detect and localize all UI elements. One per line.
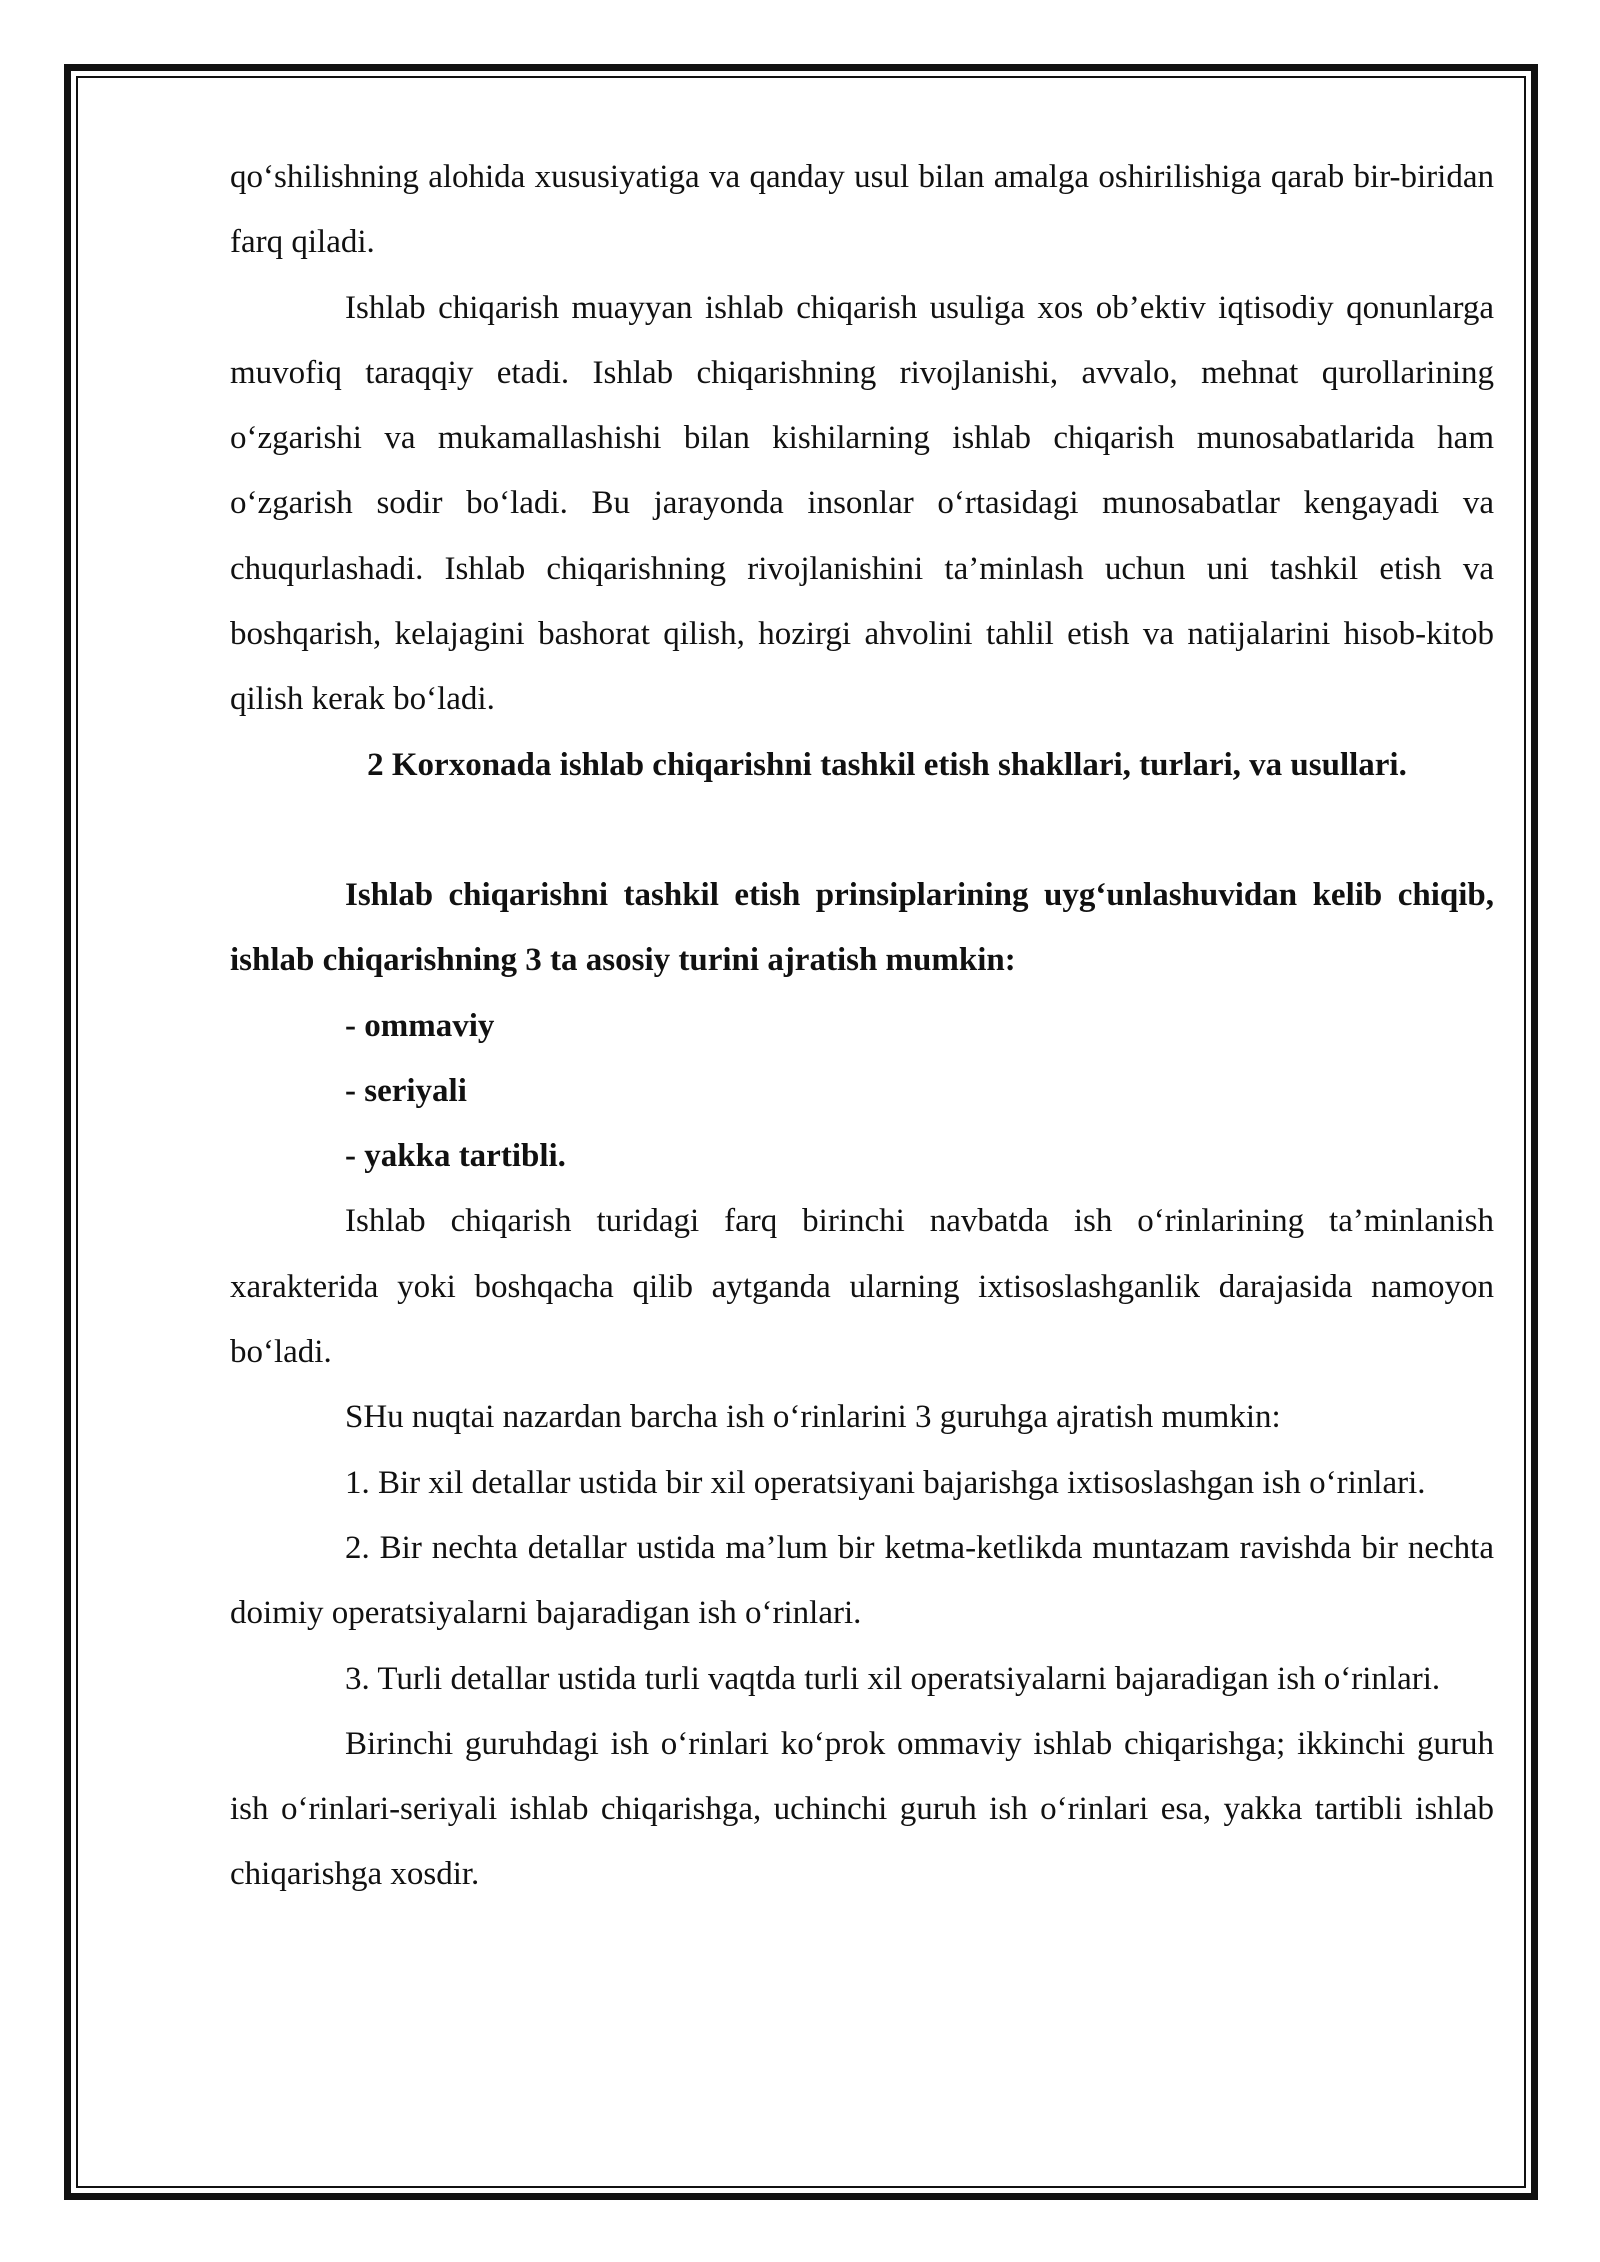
list-item-serial: - seriyali [345, 1072, 467, 1109]
paragraph-workplace-groups: SHu nuqtai nazardan barcha ish o‘rinlarini 3 guruhga ajratish mumkin: [345, 1399, 1281, 1436]
document-body [230, 145, 1494, 1908]
numbered-item-3: 3. Turli detallar ustida turli vaqtda turli xil operatsiyalarni bajaradigan ish o‘rinlari. [345, 1660, 1441, 1697]
list-item-mass: - ommaviy [345, 1007, 495, 1044]
paragraph-continuation: qo‘shilishning alohida xususiyatiga va qanday usul bilan amalga oshirilishiga qarab bir-biridan farq qiladi. [230, 159, 1494, 261]
paragraph-type-difference: Ishlab chiqarish turidagi farq birinchi navbatda ish o‘rinlarining ta’minlanish xarakterida yoki boshqacha qilib aytganda ularning ixtisoslashganlik darajasida namoyon bo‘ladi. [230, 1203, 1494, 1371]
list-item-single: - yakka tartibli. [345, 1138, 566, 1175]
paragraph-production-types-intro: Ishlab chiqarishni tashkil etish prinsiplarining uyg‘unlashuvidan kelib chiqib, ishlab chiqarishning 3 ta asosiy turini ajratish mumkin: [230, 876, 1494, 979]
paragraph-group-conclusion: Birinchi guruhdagi ish o‘rinlari ko‘prok ommaviy ishlab chiqarishga; ikkinchi guruh ish o‘rinlari-seriyali ishlab chiqarishga, uchinchi guruh ish o‘rinlari esa, yakka tartibli ishlab chiqarishga xosdir. [230, 1725, 1494, 1893]
paragraph-production-development: Ishlab chiqarish muayyan ishlab chiqarish usuliga xos ob’ektiv iqtisodiy qonunlarga muvofiq taraqqiy etadi. Ishlab chiqarishning rivojlanishi, avvalo, mehnat qurollarining o‘zgarishi va mukamallashishi bilan kishilarning ishlab chiqarish munosabatlarida ham o‘zgarish sodir bo‘ladi. Bu jarayonda insonlar o‘rtasidagi munosabatlar kengayadi va chuqurlashadi. Ishlab chiqarishning rivojlanishini ta’minlash uchun uni tashkil etish va boshqarish, kelajagini bashorat qilish, hozirgi ahvolini tahlil etish va natijalarini hisob-kitob qilish kerak bo‘ladi. [230, 289, 1494, 718]
spacer [230, 798, 1494, 863]
numbered-item-2: 2. Bir nechta detallar ustida ma’lum bir ketma-ketlikda muntazam ravishda bir nechta doimiy operatsiyalarni bajaradigan ish o‘rinlari. [230, 1529, 1494, 1632]
section-heading: 2 Korxonada ishlab chiqarishni tashkil etish shakllari, turlari, va usullari. [367, 746, 1407, 783]
numbered-item-1: 1. Bir xil detallar ustida bir xil operatsiyani bajarishga ixtisoslashgan ish o‘rinlari. [345, 1464, 1426, 1501]
